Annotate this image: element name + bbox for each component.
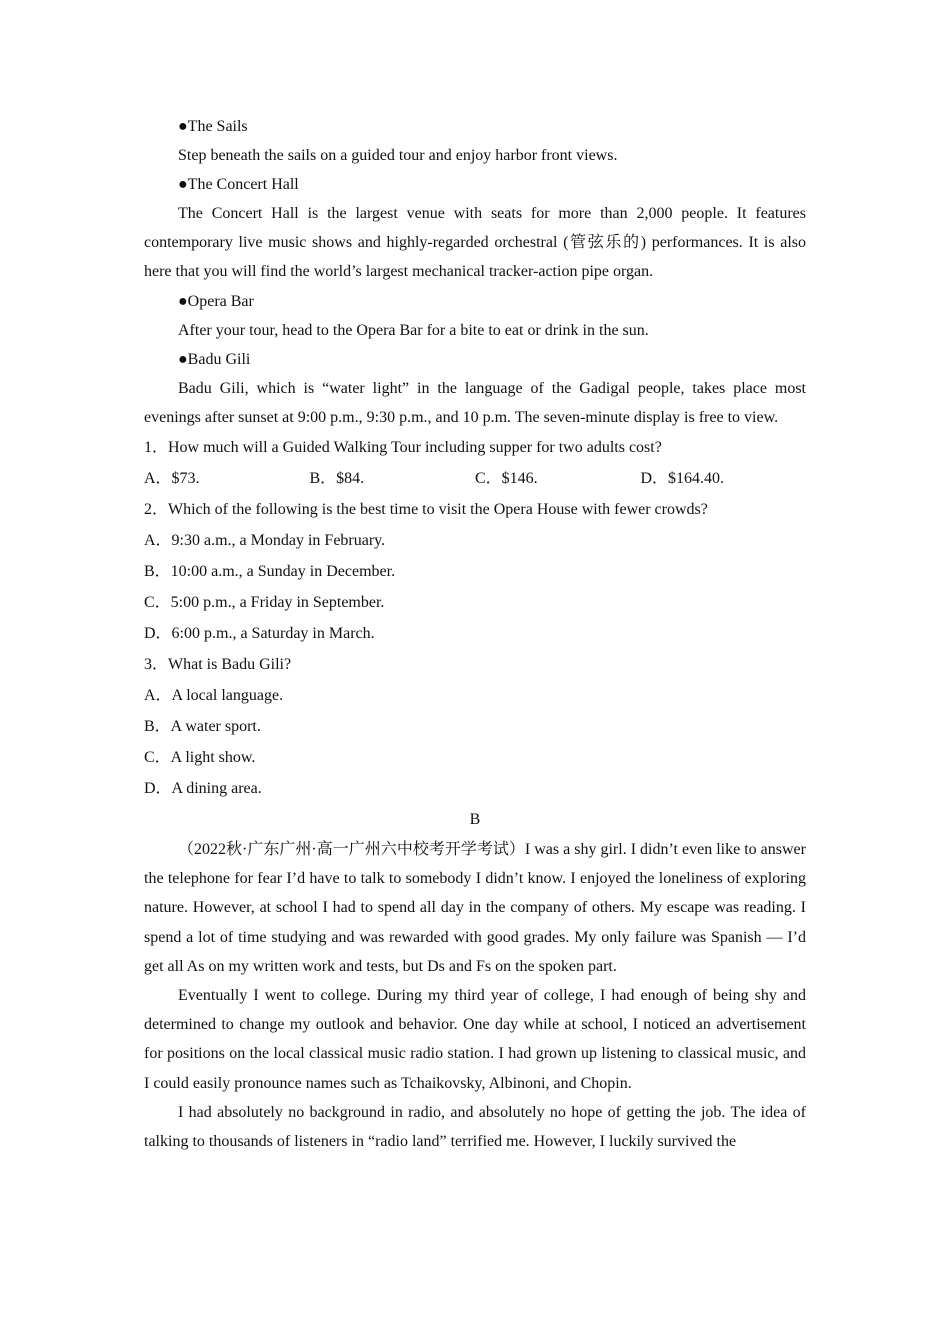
question-2-option-d: D．6:00 p.m., a Saturday in March. [144,625,375,643]
question-1-option-a: A．$73. [144,470,200,488]
question-1-option-c: C．$146. [475,470,538,488]
question-2-option-b: B．10:00 a.m., a Sunday in December. [144,563,396,581]
section-heading-concert-hall: ●The Concert Hall [178,176,299,193]
passage-b-paragraph-2: Eventually I went to college. During my third year of college, I had enough of being shy and determined to change my outlook and behavior. One day while at school, I noticed an advertisement for positions on the local classical music radio station. I had grown up listening to classical music, and I could easily pronounce names such as Tchaikovsky, Albinoni, and Chopin. [144,987,806,1092]
question-3-stem: 3．What is Badu Gili? [144,656,292,674]
question-2-stem: 2．Which of the following is the best time to visit the Opera House with fewer crowds? [144,501,708,519]
section-text-opera-bar: After your tour, head to the Opera Bar for a bite to eat or drink in the sun. [178,321,649,339]
question-1-options [144,463,806,494]
question-3-option-c: C．A light show. [144,749,256,767]
passage-b-paragraph-1: （2022秋·广东广州·高一广州六中校考开学考试）I was a shy girl. I didn’t even like to answer the telephone for fear I’d have to talk to somebody I didn’t know. I enjoyed the loneliness of exploring nature. However, at school I had to spend all day in the company of others. My escape was reading. I spend a lot of time studying and was rewarded with good grades. My only failure was Spanish — I’d get all As on my written work and tests, but Ds and Fs on the spoken part. [144,841,806,975]
question-3-option-a: A．A local language. [144,687,284,705]
section-text-sails: Step beneath the sails on a guided tour and enjoy harbor front views. [178,147,618,164]
passage-b-label: B [469,811,481,829]
section-heading-badu-gili: ●Badu Gili [178,350,251,368]
section-heading-sails: ●The Sails [178,118,248,135]
question-1-option-b: B．$84. [309,470,365,488]
question-1-option-d: D．$164.40. [640,470,725,488]
question-2-option-a: A．9:30 a.m., a Monday in February. [144,532,386,550]
question-1-stem: 1．How much will a Guided Walking Tour including supper for two adults cost? [144,439,662,457]
section-text-badu-gili: Badu Gili, which is “water light” in the language of the Gadigal people, takes place most evenings after sunset at 9:00 p.m., 9:30 p.m., and 10 p.m. The seven-minute display is free to view. [144,379,806,426]
section-heading-opera-bar: ●Opera Bar [178,292,254,310]
question-3-option-d: D．A dining area. [144,780,262,798]
question-2-option-c: C．5:00 p.m., a Friday in September. [144,594,385,612]
passage-b-paragraph-3: I had absolutely no background in radio, and absolutely no hope of getting the job. The idea of talking to thousands of listeners in “radio land” terrified me. However, I luckily survived the [144,1103,806,1151]
question-3-option-b: B．A water sport. [144,718,261,736]
section-text-concert-hall: The Concert Hall is the largest venue with seats for more than 2,000 people. It features contemporary live music shows and highly-regarded orchestral (管弦乐的) performances. It is also here that you will find the world’s largest mechanical tracker-action pipe organ. [144,205,806,281]
document-page [144,112,806,1156]
